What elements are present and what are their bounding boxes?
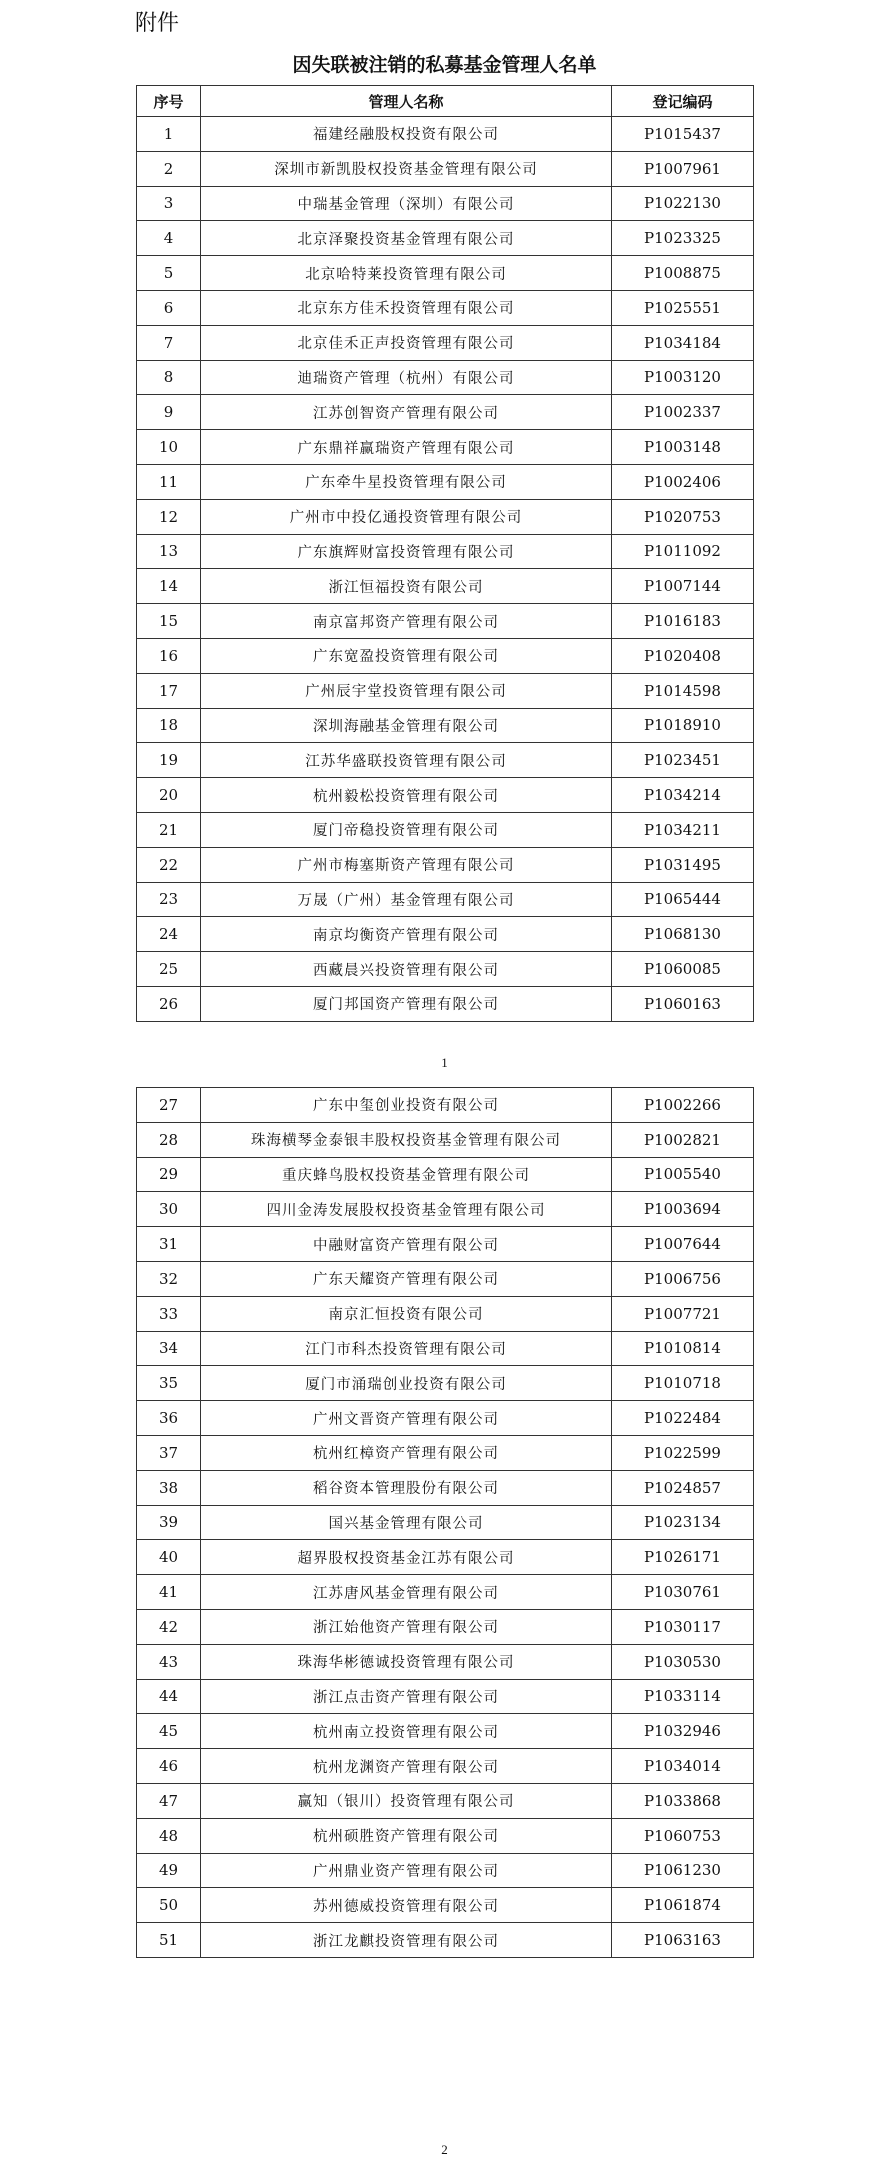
registration-code: P1002266 [612,1088,754,1123]
row-index: 36 [137,1401,201,1436]
registration-code: P1015437 [612,117,754,152]
row-index: 21 [137,812,201,847]
row-index: 20 [137,778,201,813]
manager-name: 北京哈特莱投资管理有限公司 [201,256,612,291]
header-name: 管理人名称 [201,86,612,117]
row-index: 32 [137,1261,201,1296]
row-index: 31 [137,1227,201,1262]
table-row [137,1818,754,1853]
registration-code: P1024857 [612,1470,754,1505]
manager-name: 厦门帝稳投资管理有限公司 [201,812,612,847]
registration-code: P1023451 [612,743,754,778]
row-index: 46 [137,1749,201,1784]
registration-code: P1030117 [612,1609,754,1644]
table-row [137,1644,754,1679]
manager-name: 江苏唐风基金管理有限公司 [201,1575,612,1610]
table-row [137,1435,754,1470]
registration-code: P1026171 [612,1540,754,1575]
manager-name: 南京汇恒投资有限公司 [201,1296,612,1331]
table-row [137,882,754,917]
registration-code: P1023325 [612,221,754,256]
table-row [137,1296,754,1331]
row-index: 19 [137,743,201,778]
manager-name: 广州鼎业资产管理有限公司 [201,1853,612,1888]
manager-name: 广东宽盈投资管理有限公司 [201,638,612,673]
table-row [137,1088,754,1123]
table-row [137,1609,754,1644]
table-row [137,917,754,952]
registration-code: P1010718 [612,1366,754,1401]
table-row [137,1749,754,1784]
row-index: 8 [137,360,201,395]
manager-name: 珠海华彬德诚投资管理有限公司 [201,1644,612,1679]
registration-code: P1002821 [612,1122,754,1157]
table-row [137,952,754,987]
registration-code: P1007144 [612,569,754,604]
manager-name: 厦门邦国资产管理有限公司 [201,986,612,1021]
manager-name: 苏州德威投资管理有限公司 [201,1888,612,1923]
manager-name: 江门市科杰投资管理有限公司 [201,1331,612,1366]
row-index: 9 [137,395,201,430]
manager-name: 四川金涛发展股权投资基金管理有限公司 [201,1192,612,1227]
registration-code: P1018910 [612,708,754,743]
manager-name: 北京东方佳禾投资管理有限公司 [201,290,612,325]
document-title: 因失联被注销的私募基金管理人名单 [292,54,597,76]
table-row [137,1470,754,1505]
row-index: 2 [137,151,201,186]
table-row [137,1331,754,1366]
registration-code: P1011092 [612,534,754,569]
registration-code: P1034014 [612,1749,754,1784]
registration-code: P1003148 [612,430,754,465]
row-index: 34 [137,1331,201,1366]
row-index: 28 [137,1122,201,1157]
row-index: 25 [137,952,201,987]
table-row [137,1714,754,1749]
row-index: 17 [137,673,201,708]
manager-name: 中瑞基金管理（深圳）有限公司 [201,186,612,221]
manager-name: 中融财富资产管理有限公司 [201,1227,612,1262]
table-row [137,325,754,360]
row-index: 29 [137,1157,201,1192]
table-row [137,1227,754,1262]
manager-name: 南京富邦资产管理有限公司 [201,604,612,639]
registration-code: P1005540 [612,1157,754,1192]
registration-code: P1022484 [612,1401,754,1436]
table-row [137,1122,754,1157]
manager-name: 北京佳禾正声投资管理有限公司 [201,325,612,360]
row-index: 1 [137,117,201,152]
registration-code: P1068130 [612,917,754,952]
table-row [137,1505,754,1540]
registration-code: P1060163 [612,986,754,1021]
registration-code: P1022130 [612,186,754,221]
manager-name: 广东中玺创业投资有限公司 [201,1088,612,1123]
manager-name: 杭州龙渊资产管理有限公司 [201,1749,612,1784]
table-row [137,847,754,882]
registration-code: P1033868 [612,1783,754,1818]
registration-code: P1025551 [612,290,754,325]
table-row [137,1923,754,1958]
registration-code: P1065444 [612,882,754,917]
row-index: 37 [137,1435,201,1470]
manager-name: 迪瑞资产管理（杭州）有限公司 [201,360,612,395]
row-index: 49 [137,1853,201,1888]
registration-code: P1014598 [612,673,754,708]
registration-code: P1007961 [612,151,754,186]
row-index: 30 [137,1192,201,1227]
row-index: 6 [137,290,201,325]
row-index: 45 [137,1714,201,1749]
row-index: 23 [137,882,201,917]
registration-code: P1063163 [612,1923,754,1958]
manager-name: 万晟（广州）基金管理有限公司 [201,882,612,917]
manager-name: 杭州红樟资产管理有限公司 [201,1435,612,1470]
row-index: 11 [137,464,201,499]
manager-name: 南京均衡资产管理有限公司 [201,917,612,952]
table-row [137,464,754,499]
manager-name: 浙江龙麒投资管理有限公司 [201,1923,612,1958]
registration-code: P1061230 [612,1853,754,1888]
manager-name: 稻谷资本管理股份有限公司 [201,1470,612,1505]
manager-name: 广州市中投亿通投资管理有限公司 [201,499,612,534]
registration-code: P1007721 [612,1296,754,1331]
registration-code: P1033114 [612,1679,754,1714]
row-index: 48 [137,1818,201,1853]
table-row [137,1401,754,1436]
table-row [137,1888,754,1923]
manager-name: 广州市梅塞斯资产管理有限公司 [201,847,612,882]
row-index: 42 [137,1609,201,1644]
registration-code: P1020408 [612,638,754,673]
table-row [137,256,754,291]
table-row [137,360,754,395]
row-index: 33 [137,1296,201,1331]
row-index: 38 [137,1470,201,1505]
manager-name: 广州辰宇堂投资管理有限公司 [201,673,612,708]
registration-code: P1061874 [612,1888,754,1923]
manager-name: 江苏创智资产管理有限公司 [201,395,612,430]
registration-code: P1034184 [612,325,754,360]
registration-code: P1010814 [612,1331,754,1366]
table-row [137,743,754,778]
registration-code: P1030530 [612,1644,754,1679]
table-header-row [137,86,754,117]
manager-name: 超界股权投资基金江苏有限公司 [201,1540,612,1575]
registration-code: P1060753 [612,1818,754,1853]
row-index: 39 [137,1505,201,1540]
row-index: 7 [137,325,201,360]
manager-table-page-1 [136,85,754,1022]
table-row [137,778,754,813]
manager-name: 福建经融股权投资有限公司 [201,117,612,152]
manager-name: 深圳海融基金管理有限公司 [201,708,612,743]
manager-name: 西藏晨兴投资管理有限公司 [201,952,612,987]
table-row [137,673,754,708]
table-row [137,186,754,221]
table-row [137,638,754,673]
table-row [137,534,754,569]
row-index: 4 [137,221,201,256]
manager-table-page-2 [136,1087,754,1958]
row-index: 12 [137,499,201,534]
row-index: 15 [137,604,201,639]
registration-code: P1060085 [612,952,754,987]
manager-name: 北京泽聚投资基金管理有限公司 [201,221,612,256]
row-index: 3 [137,186,201,221]
row-index: 13 [137,534,201,569]
registration-code: P1006756 [612,1261,754,1296]
manager-name: 杭州毅松投资管理有限公司 [201,778,612,813]
header-code: 登记编码 [612,86,754,117]
row-index: 22 [137,847,201,882]
table-row [137,290,754,325]
manager-name: 广东旗辉财富投资管理有限公司 [201,534,612,569]
table-row [137,1783,754,1818]
manager-name: 赢知（银川）投资管理有限公司 [201,1783,612,1818]
row-index: 40 [137,1540,201,1575]
manager-name: 广东牵牛星投资管理有限公司 [201,464,612,499]
registration-code: P1032946 [612,1714,754,1749]
manager-name: 广东鼎祥赢瑞资产管理有限公司 [201,430,612,465]
table-row [137,812,754,847]
table-row [137,221,754,256]
header-index: 序号 [137,86,201,117]
manager-name: 厦门市涌瑞创业投资有限公司 [201,1366,612,1401]
table-row [137,1366,754,1401]
row-index: 50 [137,1888,201,1923]
registration-code: P1002406 [612,464,754,499]
manager-name: 重庆蜂鸟股权投资基金管理有限公司 [201,1157,612,1192]
row-index: 14 [137,569,201,604]
row-index: 5 [137,256,201,291]
manager-name: 江苏华盛联投资管理有限公司 [201,743,612,778]
row-index: 47 [137,1783,201,1818]
table-row [137,1853,754,1888]
table-row [137,1261,754,1296]
table-row [137,604,754,639]
registration-code: P1003694 [612,1192,754,1227]
row-index: 41 [137,1575,201,1610]
registration-code: P1002337 [612,395,754,430]
page-number: 1 [441,1055,448,1070]
table-row [137,1157,754,1192]
manager-name: 深圳市新凯股权投资基金管理有限公司 [201,151,612,186]
registration-code: P1016183 [612,604,754,639]
table-row [137,151,754,186]
row-index: 24 [137,917,201,952]
table-row [137,1540,754,1575]
registration-code: P1003120 [612,360,754,395]
manager-name: 浙江始他资产管理有限公司 [201,1609,612,1644]
manager-name: 广东天耀资产管理有限公司 [201,1261,612,1296]
registration-code: P1030761 [612,1575,754,1610]
row-index: 10 [137,430,201,465]
registration-code: P1022599 [612,1435,754,1470]
row-index: 35 [137,1366,201,1401]
table-row [137,1679,754,1714]
registration-code: P1008875 [612,256,754,291]
manager-name: 浙江恒福投资有限公司 [201,569,612,604]
row-index: 18 [137,708,201,743]
table-row [137,117,754,152]
row-index: 26 [137,986,201,1021]
registration-code: P1031495 [612,847,754,882]
manager-name: 浙江点击资产管理有限公司 [201,1679,612,1714]
table-row [137,430,754,465]
table-row [137,499,754,534]
registration-code: P1020753 [612,499,754,534]
manager-name: 珠海横琴金泰银丰股权投资基金管理有限公司 [201,1122,612,1157]
row-index: 51 [137,1923,201,1958]
registration-code: P1034211 [612,812,754,847]
manager-name: 杭州南立投资管理有限公司 [201,1714,612,1749]
manager-name: 杭州硕胜资产管理有限公司 [201,1818,612,1853]
table-row [137,395,754,430]
table-row [137,1192,754,1227]
registration-code: P1023134 [612,1505,754,1540]
table-row [137,708,754,743]
row-index: 16 [137,638,201,673]
manager-name: 国兴基金管理有限公司 [201,1505,612,1540]
row-index: 44 [137,1679,201,1714]
table-row [137,986,754,1021]
registration-code: P1034214 [612,778,754,813]
row-index: 43 [137,1644,201,1679]
attachment-label: 附件 [135,11,180,36]
row-index: 27 [137,1088,201,1123]
table-row [137,569,754,604]
registration-code: P1007644 [612,1227,754,1262]
table-row [137,1575,754,1610]
page-number: 2 [441,2142,448,2157]
manager-name: 广州文晋资产管理有限公司 [201,1401,612,1436]
